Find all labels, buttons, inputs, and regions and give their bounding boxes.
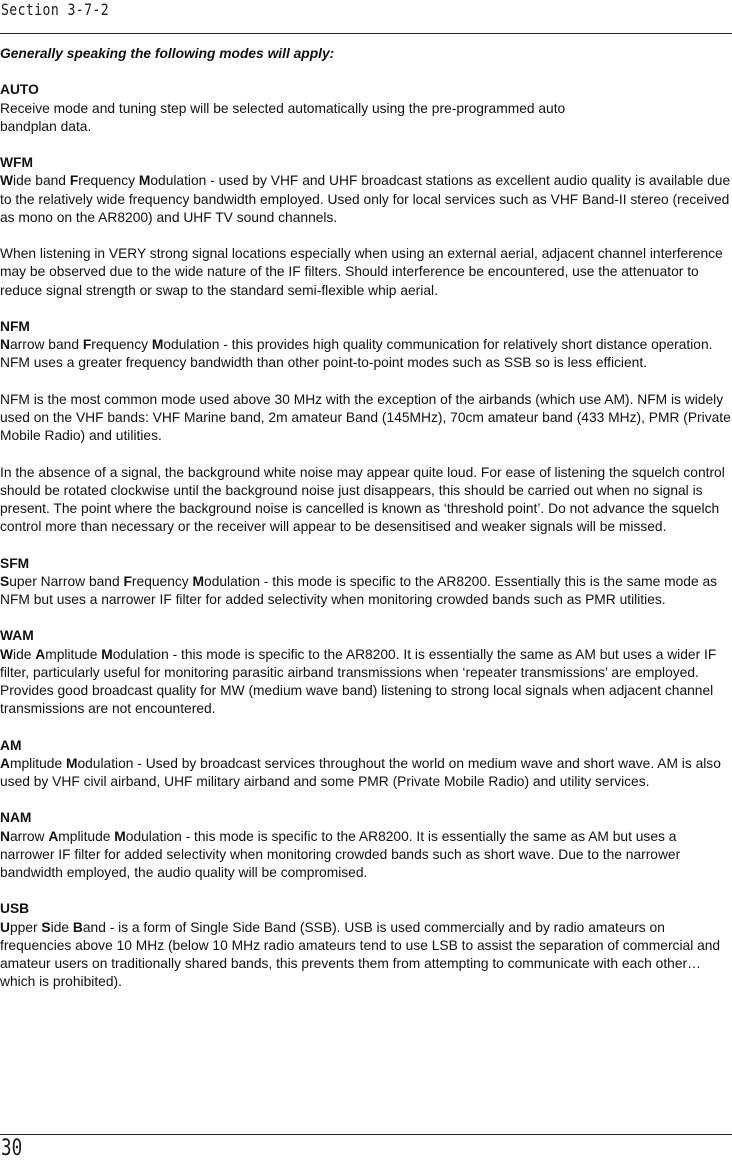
mode-title-nfm: NFM xyxy=(0,318,30,334)
wfm-text-3: odulation - used by VHF and UHF broadcast stations as excellent audio quality is available due to the relatively wide frequency bandwidth employed. Used only for local services such as VHF Band-II stereo (received as mono on the AR8200) and UHF TV sound channels. xyxy=(0,173,731,225)
nfm-description xyxy=(0,336,732,372)
wfm-note: When listening in VERY strong signal locations especially when using an external aerial, adjacent channel interference may be observed due to the wide nature of the IF filters. Should interference be encountered, use the attenuator to reduce signal strength or swap to the standard semi-flexible whip aerial. xyxy=(0,246,723,298)
intro-heading: Generally speaking the following modes will apply: xyxy=(0,46,335,61)
am-initial-m: M xyxy=(65,755,78,771)
nam-description xyxy=(0,828,732,883)
nfm-text-1: arrow band xyxy=(9,337,83,353)
usb-text-1: pper xyxy=(9,919,42,935)
mode-title-nam: NAM xyxy=(0,810,32,826)
nfm-initial-n: N xyxy=(0,337,10,353)
am-initial-a: A xyxy=(0,755,10,771)
usb-initial-s: S xyxy=(41,919,51,935)
nfm-initial-m: M xyxy=(151,337,164,353)
wam-initial-a: A xyxy=(35,646,46,662)
auto-line-2: bandplan data. xyxy=(0,118,92,134)
nam-initial-m: M xyxy=(114,828,126,844)
nam-initial-n: N xyxy=(0,828,10,844)
wam-text-3: odulation - this mode is specific to the AR8200. It is essentially the same as AM but uses a wider IF filter, particularly useful for monitoring parasitic airband transmissions when ‘repeater transmissions’ are employed. Provides good broadcast quality for MW (medium wave band) listening to strong local signals when adjacent channel transmissions are not encountered. xyxy=(0,646,717,717)
wfm-text-2: requency xyxy=(78,173,139,189)
am-description xyxy=(0,755,732,791)
mode-title-usb: USB xyxy=(0,901,30,917)
mode-title-am: AM xyxy=(0,737,22,753)
auto-description xyxy=(0,100,732,136)
sfm-text-1: uper Narrow band xyxy=(9,573,124,589)
wam-text-1: ide xyxy=(13,646,36,662)
mode-title-sfm: SFM xyxy=(0,555,30,571)
wam-text-2: mplitude xyxy=(45,646,102,662)
wfm-text-1: ide band xyxy=(13,173,70,189)
wfm-initial-w: W xyxy=(0,173,14,189)
sfm-initial-m: M xyxy=(192,573,205,589)
nfm-squelch: In the absence of a signal, the background white noise may appear quite loud. For ease of listening the squelch control should be rotated clockwise until the background noise just disappears, this should be carried out when no signal is present. The point where the background noise is cancelled is known as ‘threshold point’. Do not advance the squelch control more than necessary or the receiver will appear to be desensitised and weaker signals will be missed. xyxy=(0,464,725,535)
page-number: 30 xyxy=(1,1136,23,1161)
usb-initial-u: U xyxy=(0,919,10,935)
sfm-initial-f: F xyxy=(123,573,132,589)
nam-text-1: arrow xyxy=(9,828,49,844)
sfm-text-2: requency xyxy=(131,573,193,589)
sfm-initial-s: S xyxy=(0,573,10,589)
am-text-1: mplitude xyxy=(9,755,66,771)
nfm-usage: NFM is the most common mode used above 30 MHz with the exception of the airbands (which use AM). NFM is widely used on the VHF bands: VHF Marine band, 2m amateur Band (145MHz), 70cm amateur band (433 MHz), PMR (Private Mobile Radio) and utilities. xyxy=(0,391,731,444)
nam-initial-a: A xyxy=(48,828,59,844)
usb-text-3: and - is a form of Single Side Band (SSB). USB is used commercially and by radio amateurs on frequencies above 10 MHz (below 10 MHz radio amateurs tend to use LSB to assist the separation of commercial and amateur users on traditionally shared bands, this prevents them from attempting to communicate with each other… which is prohibited). xyxy=(0,919,721,990)
wfm-initial-m: M xyxy=(138,173,151,189)
section-label: Section 3-7-2 xyxy=(1,0,110,19)
usb-description xyxy=(0,919,732,992)
wam-initial-m: M xyxy=(101,646,113,662)
sfm-text-3: odulation - this mode is specific to the AR8200. Essentially this is the same mode as NFM but uses a narrower IF filter for added selectivity when monitoring crowded bands such as PMR utilities. xyxy=(0,573,718,607)
wam-initial-w: W xyxy=(0,646,14,662)
wfm-description xyxy=(0,172,732,227)
wam-description xyxy=(0,646,732,719)
mode-title-wam: WAM xyxy=(0,628,34,644)
mode-title-wfm: WFM xyxy=(0,155,33,171)
am-text-2: odulation - Used by broadcast services throughout the world on medium wave and short wave. AM is also used by VHF civil airband, UHF military airband and some PMR (Private Mobile Radio) and utility services. xyxy=(0,755,721,789)
usb-initial-b: B xyxy=(72,919,83,935)
nfm-initial-f: F xyxy=(82,337,92,353)
nfm-text-3: odulation - this provides high quality communication for relatively short distance operation. NFM uses a greater frequency bandwidth than other point-to-point modes such as SSB so is less efficient. xyxy=(0,337,713,371)
wfm-initial-f: F xyxy=(69,173,79,189)
page-content xyxy=(0,45,732,1010)
nam-text-3: odulation - this mode is specific to the AR8200. It is essentially the same as AM but uses a narrower IF filter for added selectivity when monitoring crowded bands such as short wave. Due to the narrower bandwidth employed, the audio quality will be compromised. xyxy=(0,828,681,880)
page-footer xyxy=(0,1134,732,1167)
auto-line-1: Receive mode and tuning step will be selected automatically using the pre-programmed auto xyxy=(0,100,566,116)
nfm-text-2: requency xyxy=(91,337,152,353)
mode-title-auto: AUTO xyxy=(0,82,39,98)
nam-text-2: mplitude xyxy=(58,828,115,844)
page-header xyxy=(0,0,732,34)
usb-text-2: ide xyxy=(50,919,73,935)
sfm-description xyxy=(0,573,732,609)
